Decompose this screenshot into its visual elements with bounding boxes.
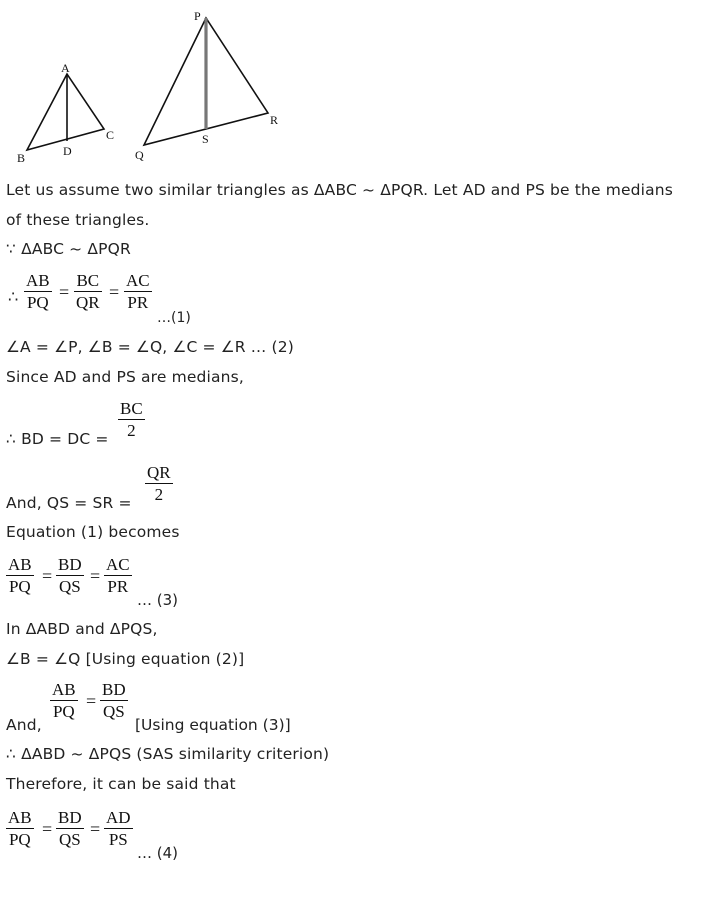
fraction-ab-pq: $\frac{AB}{PQ}$ bbox=[26, 271, 50, 312]
equals-sign: = bbox=[86, 691, 97, 711]
fraction-ad-ps: $\frac{AD}{PS}$ bbox=[106, 808, 131, 849]
equals-sign: = bbox=[42, 819, 53, 839]
fraction-ac-pr: $\frac{AC}{PR}$ bbox=[106, 555, 130, 596]
intro-line-2: of these triangles. bbox=[6, 211, 150, 229]
fraction-ab-pq: $\frac{AB}{PQ}$ bbox=[8, 808, 32, 849]
label-a: A bbox=[61, 61, 70, 75]
label-s: S bbox=[202, 132, 209, 146]
fraction-bc-half: $\frac{BC}{2}$ bbox=[120, 399, 143, 440]
label-b: B bbox=[17, 151, 26, 165]
fraction-qr-half: $\frac{QR}{2}$ bbox=[147, 463, 171, 504]
equals-sign: = bbox=[59, 282, 70, 302]
since-similar-line: ∵ ΔABC ~ ΔPQR bbox=[6, 240, 131, 258]
fraction-bd-qs: $\frac{BD}{QS}$ bbox=[58, 808, 82, 849]
equation-ref-4: … (4) bbox=[137, 844, 179, 862]
intro-line-1: Let us assume two similar triangles as ΔABC ~ ΔPQR. Let AD and PS be the medians bbox=[6, 181, 673, 199]
therefore-symbol: ∴ bbox=[8, 287, 19, 306]
label-d: D bbox=[63, 144, 72, 158]
label-c: C bbox=[106, 128, 115, 142]
equals-sign: = bbox=[90, 566, 101, 586]
equals-sign: = bbox=[90, 819, 101, 839]
equation-1-becomes-line: Equation (1) becomes bbox=[6, 523, 180, 541]
bd-dc-line: ∴ BD = DC = bbox=[6, 430, 109, 448]
fraction-bc-qr: $\frac{BC}{QR}$ bbox=[76, 271, 100, 312]
qs-sr-line: And, QS = SR = bbox=[6, 494, 132, 512]
fraction-ab-pq: $\frac{AB}{PQ}$ bbox=[52, 680, 76, 721]
angle-b-q-line: ∠B = ∠Q [Using equation (2)] bbox=[6, 650, 245, 668]
in-abd-pqs-line: In ΔABD and ΔPQS, bbox=[6, 620, 158, 638]
similar-triangles-figure bbox=[0, 0, 300, 170]
angles-line: ∠A = ∠P, ∠B = ∠Q, ∠C = ∠R … (2) bbox=[6, 338, 294, 356]
therefore-said-line: Therefore, it can be said that bbox=[6, 775, 236, 793]
triangle-pqr bbox=[135, 9, 278, 162]
label-q: Q bbox=[135, 148, 144, 162]
using-equation-3: [Using equation (3)] bbox=[135, 716, 291, 734]
label-r: R bbox=[270, 113, 279, 127]
triangle-abc bbox=[17, 61, 114, 165]
equation-ref-3: … (3) bbox=[137, 591, 179, 609]
equals-sign: = bbox=[42, 566, 53, 586]
sas-criterion-line: ∴ ΔABD ~ ΔPQS (SAS similarity criterion) bbox=[6, 745, 330, 763]
fraction-ab-pq: $\frac{AB}{PQ}$ bbox=[8, 555, 32, 596]
label-p: P bbox=[194, 9, 201, 23]
fraction-bd-qs: $\frac{BD}{QS}$ bbox=[102, 680, 126, 721]
medians-line: Since AD and PS are medians, bbox=[6, 368, 244, 386]
fraction-ac-pr: $\frac{AC}{PR}$ bbox=[126, 271, 150, 312]
equals-sign: = bbox=[109, 282, 120, 302]
and-label: And, bbox=[6, 716, 42, 734]
fraction-bd-qs: $\frac{BD}{QS}$ bbox=[58, 555, 82, 596]
equation-ref-1: …(1) bbox=[157, 310, 191, 326]
